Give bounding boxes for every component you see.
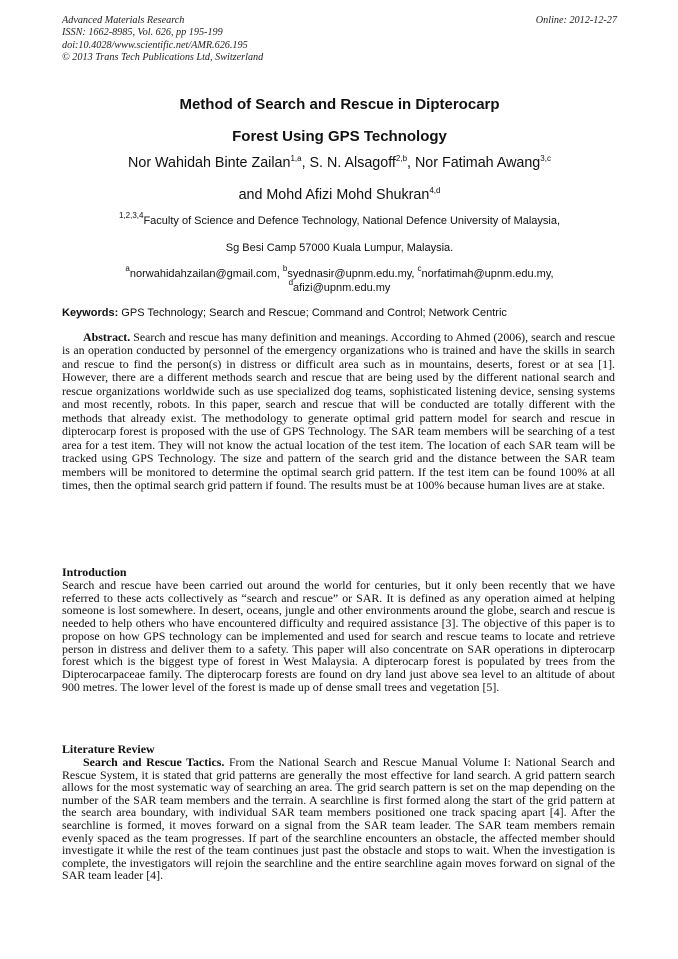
keywords-label: Keywords: xyxy=(62,307,119,319)
email-a: norwahidahzailan@gmail.com, xyxy=(129,268,283,280)
abstract-label: Abstract. xyxy=(83,330,131,344)
author-3: Nor Fatimah Awang xyxy=(414,155,541,171)
literature-review-paragraph xyxy=(62,756,615,882)
affiliation-line-1 xyxy=(62,211,617,227)
journal-doi: doi:10.4028/www.scientific.net/AMR.626.195 xyxy=(62,39,248,51)
author-separator: , xyxy=(407,155,415,171)
author-3-affil: 3,c xyxy=(540,154,551,163)
author-1: Nor Wahidah Binte Zailan xyxy=(128,155,291,171)
affiliation-text: Faculty of Science and Defence Technology, National Defence University of Malaysia, xyxy=(143,215,561,227)
author-4: Mohd Afizi Mohd Shukran xyxy=(266,187,430,203)
literature-review-heading: Literature Review xyxy=(62,742,155,756)
author-1-affil: 1,a xyxy=(290,154,302,163)
abstract-paragraph xyxy=(62,331,615,492)
email-d: afizi@upnm.edu.my xyxy=(293,282,391,294)
author-list-line-2 xyxy=(62,187,617,203)
author-conjunction: and xyxy=(238,187,267,203)
paper-title-line-2: Forest Using GPS Technology xyxy=(232,128,447,145)
paper-title-line-1: Method of Search and Rescue in Dipterocarp xyxy=(179,96,500,113)
author-4-affil: 4,d xyxy=(429,186,441,195)
journal-header xyxy=(62,15,617,64)
author-2-affil: 2,b xyxy=(395,154,408,163)
email-marker-a: a xyxy=(125,264,130,273)
author-list-line-1 xyxy=(62,155,617,171)
author-separator: , xyxy=(301,155,310,171)
author-emails xyxy=(62,264,617,295)
email-marker-b: b xyxy=(282,264,288,273)
email-c: norfatimah@upnm.edu.my, xyxy=(421,268,554,280)
email-marker-d: d xyxy=(288,278,294,287)
abstract-text: Search and rescue has many definition and meanings. According to Ahmed (2006), search and rescue is an operation conducted by personnel of the emergency organizations who is trained and have the skills in search and rescue to find the person(s) in distress or difficult area such as in mountains, deserts, forest or at sea [1]. However, there are a different methods search and rescue that are being used by the different national search and rescue organizations worldwide such as use specialized dog teams, sophisticated listening device, sensing systems and most recently, robots. In this paper, search and rescue that will be conducted are totally different with the methods that already exist. The methodology to generate optimal grid pattern model for search and rescue in dipterocarp forest is proposed with the use of GPS Technology. The SAR team members will be searching of a test area for a test item. They will not know the actual location of the test item. The location of each SAR team will be tracked using GPS Technology. The size and pattern of the search grid and the distance between the SAR team members will be monitored to determine the optimal search grid pattern. If the test item can be found 100% at all times, then the optimal search grid pattern if found. The results must be at 100% because human lives are at stake. xyxy=(62,330,615,492)
journal-copyright: © 2013 Trans Tech Publications Ltd, Switzerland xyxy=(62,51,264,63)
keywords xyxy=(62,307,617,319)
journal-issn: ISSN: 1662-8985, Vol. 626, pp 195-199 xyxy=(62,27,223,39)
online-date: Online: 2012-12-27 xyxy=(535,15,617,26)
affiliation-marker: 1,2,3,4 xyxy=(118,211,144,220)
literature-subheading: Search and Rescue Tactics. xyxy=(83,755,225,769)
email-b: syednasir@upnm.edu.my, xyxy=(287,268,418,280)
literature-text: From the National Search and Rescue Manual Volume I: National Search and Rescue System, it is stated that grid patterns are generally the most effective for land search. A grid pattern search allows for the most systematic way of searching an area. The grid search pattern is set on the map depending on the number of the SAR team members and the terrain. A searchline is first formed along the start of the grid pattern at the search area boundary, with individual SAR team members positioned one track spacing apart [4]. After the searchline is formed, it moves forward on a signal from the SAR team leader. The SAR team members remain evenly spaced as the team progresses. If part of the searchline encounters an obstacle, the affected member should investigate it while the rest of the team continues just past the obstacle and stops to wait. When the investigation is complete, the investigators will rejoin the searchline and the entire searchline again moves forward on signal of the SAR team leader [4]. xyxy=(62,755,616,883)
email-marker-c: c xyxy=(417,264,422,273)
journal-name: Advanced Materials Research xyxy=(62,15,185,26)
introduction-paragraph: Search and rescue have been carried out around the world for centuries, but it only been recently that we have referred to these acts collectively as “search and rescue” or SAR. It is defined as any operation aimed at helping someone is lost somewhere. In desert, oceans, jungle and other environments around the globe, search and rescue is needed to help others who have encountered difficulty and required assistance [3]. The objective of this paper is to propose on how GPS technology can be implemented and used for search and rescue teams to locate and retrieve person in distress and deliver them to a safety. This paper will also concentrate on SAR operations in dipterocarp forest which is the biggest type of forest in West Malaysia. A dipterocarp forest is populated by trees from the Dipterocarpaceae family. The dipterocarp forests are found on dry land just above sea level to an altitude of about 900 metres. The lower level of the forest is made up of dense small trees and vegetation [5]. xyxy=(62,578,615,694)
introduction-heading: Introduction xyxy=(62,565,127,579)
affiliation-line-2: Sg Besi Camp 57000 Kuala Lumpur, Malaysia. xyxy=(225,242,454,254)
keywords-text: GPS Technology; Search and Rescue; Command and Control; Network Centric xyxy=(118,307,507,319)
author-2: S. N. Alsagoff xyxy=(309,155,396,171)
